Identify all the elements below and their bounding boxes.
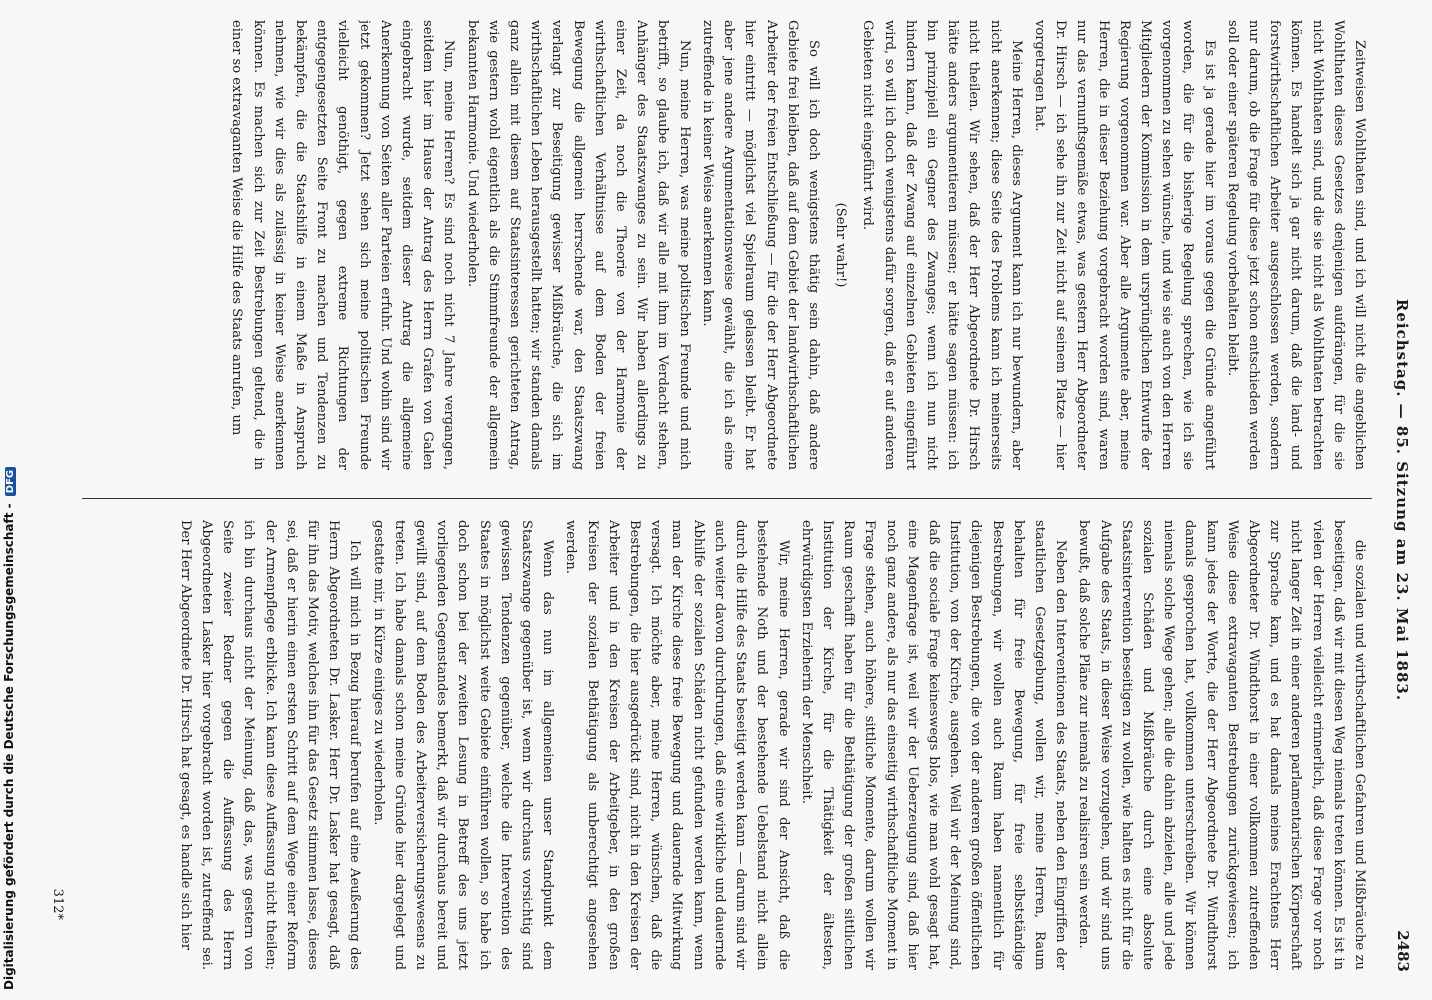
paragraph: Nun, meine Herren? Es sind noch nicht 7 Jahre vergangen, seitdem hier im Hause der Antrag des Herrn Grafen von Galen eingebracht wurde, seitdem dieser Antrag die allgemeine Anerkennung von Seiten aller Parteien erfuhr. Und wohin sind wir jetzt gekommen? Jetzt sehen sich meine politischen Freunde vielleicht genöthigt, gegen extreme Richtungen der entgegengesetzten Seite Front zu machen und Tendenzen zu bekämpfen, die die Staatshilfe in einem Maße in Anspruch nehmen, wie wir dies als zulässig in keiner Weise anerkennen können. Es machen sich zur Zeit Bestrebungen geltend, die in einer so extravaganten Weise die Hilfe des Staats anrufen, um (229, 20, 457, 470)
paragraph: Meine Herren, dieses Argument kann ich nur bewundern, aber nicht anerkennen; diese Seite des Problems kann ich meinerseits nicht theilen. Wir sehen, daß der Herr Abgeordnete Dr. Hirsch hätte anders argumentieren müssen; er hätte sagen müssen: ich bin prinzipiell ein Gegner des Zwanges; wenn ich nun nicht hindern kann, daß der Zwang auf einzelnen Gebieten eingeführt wird, so will ich doch wenigstens dafür sorgen, daß er auf anderen Gebieten nicht eingeführt wird. (860, 20, 1024, 470)
paragraph: die sozialen und wirthschaftlichen Gefahren und Mißbräuche zu beseitigen, daß wir mit diesen Weg niemals treten können. Es ist in vielen der Herren vielleicht erinnerlich, daß diese Frage vor noch nicht langer Zeit in einer anderen parlamentarischen Körperschaft zur Sprache kam, und es hat damals meines Erachtens Herr Abgeordneter Dr. Windthorst in einer vollkommen zutreffenden Weise diese extravaganten Bestrebungen zurückgewiesen; ich kann jedes der Worte, die der Herr Abgeordnete Dr. Windthorst damals gesprochen hat, vollkommen unterschreiben. Wir können niemals solche Wege gehen; alle die dahin abzielen, alle und jede sozialen Schäden und Mißbräuche durch eine absolute Staatsintervention beseitigen zu wollen, wie halten es nicht für die Aufgabe des Staats, in dieser Weise vorzugehen, und wir sind uns bewußt, daß solche Pläne zur niemals zu realisiren sein werden. (1076, 520, 1367, 970)
interjection: (Sehr wahr!) (833, 202, 849, 288)
page-header: Reichstag. — 85. Sitzung am 23. Mai 1883. (1393, 298, 1411, 702)
paragraph: Wenn das nun im allgemeinen unser Standpunkt dem Staatszwange gegenüber ist, wenn wir durchaus vorsichtig sind gewissen Tendenzen gegenüber, welche die Intervention des Staates in möglichst weite Gebiete einführen wollen, so habe ich doch schon bei der zweiten Lesung in Betreff des uns jetzt vorliegenden Gegenstandes bemerkt, daß wir durchaus bereit und gewillt sind, auf dem Boden des Arbeiterversicherungswesens zu treten. Ich habe damals schon meine Gründe hier dargelegt und gestatte mir, in Kürze einiges zu wiederholen. (370, 520, 556, 970)
paragraph: Wir, meine Herren, gerade wir sind der Ansicht, daß die bestehende Noth und der bestehende Uebelstand nicht allein durch die Hilfe des Staats beseitigt werden kann — darum sind wir auch weiter davon durchdrungen, daß eine wirkliche und dauernde Abhilfe der sozialen Schäden nicht gefunden werden kann, wenn man der Kirche diese freie Bewegung und dauernde Mitwirkung versagt. Ich möchte aber, meine Herren, wünschen, daß die Bestrebungen, die hier ausgedrückt sind, nicht in den Kreisen der Arbeiter und in den Kreisen der Arbeitgeber, in den großen Kreisen der sozialen Bethätigung als unberechtigt angesehen werden. (563, 520, 791, 970)
paragraph: Neben den Interventionen des Staats, neben den Eingriffen der staatlichen Gesetzgebung, wollen wir, meine Herren, Raum behalten für freie Bewegung, für freie selbstständige Bestrebungen, wir wollen auch Raum haben namentlich für diejenigen Bestrebungen, die von der anderen großen öffentlichen Institution, von der Kirche, ausgehen. Weil wir der Meinung sind, daß die sociale Frage keineswegs blos, wie man wohl gesagt hat, eine Magenfrage ist, weil wir der Ueberzeugung sind, daß hier noch ganz andere, als nur das einseitig wirthschaftliche Moment in Frage stehen, auch höhere, sittliche Momente, darum wollen wir Raum geschafft haben für die Bethätigung der großen sittlichen Institution der Kirche, für die Thätigkeit der ältesten, ehrwürdigsten Erzieherin der Menschheit. (798, 520, 1069, 970)
paragraph: Zeitweisen Wohlthaten sind, und ich will nicht die angeblichen Wohlthaten dieses Gesetzes denjenigen aufdrängen, für die sie nicht Wohlthaten sind, und die sie nicht als Wohlthaten betrachten können. Es handelt sich ja gar nicht darum, daß die land- und forstwirthschaftlichen Arbeiter ausgeschlossen werden, sondern nur darum, ob die Frage für diese jetzt schon entschieden werden soll oder einer späteren Regelung vorbehalten bleibt. (1224, 20, 1367, 470)
paragraph: Ich will mich in Bezug hierauf berufen auf eine Aeußerung des Herrn Abgeordneten Dr. Lasker. Herr Dr. Lasker hat gesagt, daß für ihn das Motiv, welches ihn für das Gesetz stimmen lasse, dieses sei, daß er hierin einen ersten Schritt auf dem Wege einer Reform der Armenpflege erblicke. Ich kann diese Auffassung nicht theilen; ich bin durchaus nicht der Meinung, daß das, was gestern von Seite zweier Redner gegen die Auffassung des Herrn Abgeordneten Lasker hier vorgebracht worden ist, zutreffend sei. Der Herr Abgeordnete Dr. Hirsch hat gesagt, es handle sich hier (177, 520, 363, 970)
right-text-column (70, 520, 1370, 970)
left-text-column (70, 20, 1370, 470)
sheet-mark: 312* (50, 888, 65, 920)
column-divider (82, 498, 1372, 499)
page-number: 2483 (1394, 930, 1412, 972)
dfg-logo: DFG (5, 467, 16, 496)
digitization-credit (0, 0, 24, 1000)
credit-text: Digitalisierung gefördert durch die Deutsche Forschungsgemeinschaft - (2, 503, 16, 990)
paragraph: Nun, meine Herren, was meine politischen Freunde und mich betrifft, so glaube ich, daß wir alle mit ihm im Verdacht stehen, Anhänger des Staatszwanges zu sein. Wir haben allerdings zu einer Zeit, da noch die Theorie von der Harmonie der wirthschaftlichen Verhältnisse auf dem Boden der freien Bewegung die allgemein herrschende war, den Staatszwang verlangt zur Beseitigung gewisser Mißbräuche, die sich im wirthschaftlichen Leben herausgestellt hatten; wir standen damals ganz allein mit diesem auf Staatsinteressen gerichteten Antrag, wie gestern wohl eigentlich als die Stimmfreunde der allgemein bekannten Harmonie. Und wiederholen. (464, 20, 692, 470)
paragraph: So will ich doch wenigstens thätig sein dahin, daß andere Gebiete frei bleiben, daß auf dem Gebiet der landwirthschaftlichen Arbeiter der freien Entschließung — für die der Herr Abgeordnete hier eintritt — möglichst viel Spielraum gelassen bleibt. Er hat aber jene andere Argumentationsweise gewählt, die ich als eine zutreffende in keiner Weise anerkennen kann. (699, 20, 821, 470)
rotated-page-content (40, 20, 1420, 980)
paragraph: Es ist ja gerade hier im voraus gegen die Gründe angeführt worden, die für die bisherige Regelung sprechen, wie ich sie vorgenommen zu sehen wünsche, und wie sie auch von den Herren Mitgliedern der Kommission in dem ursprünglichen Entwurfe der Regierung vorgenommen war. Aber alle Argumente aber, meine Herren, die in dieser Beziehung vorgebracht worden sind, waren nur das vernunftsgemäße etwas, was gestern Herr Abgeordneter Dr. Hirsch — ich sehe ihn zur Zeit nicht auf seinem Platze — hier vorgetragen hat. (1031, 20, 1217, 470)
